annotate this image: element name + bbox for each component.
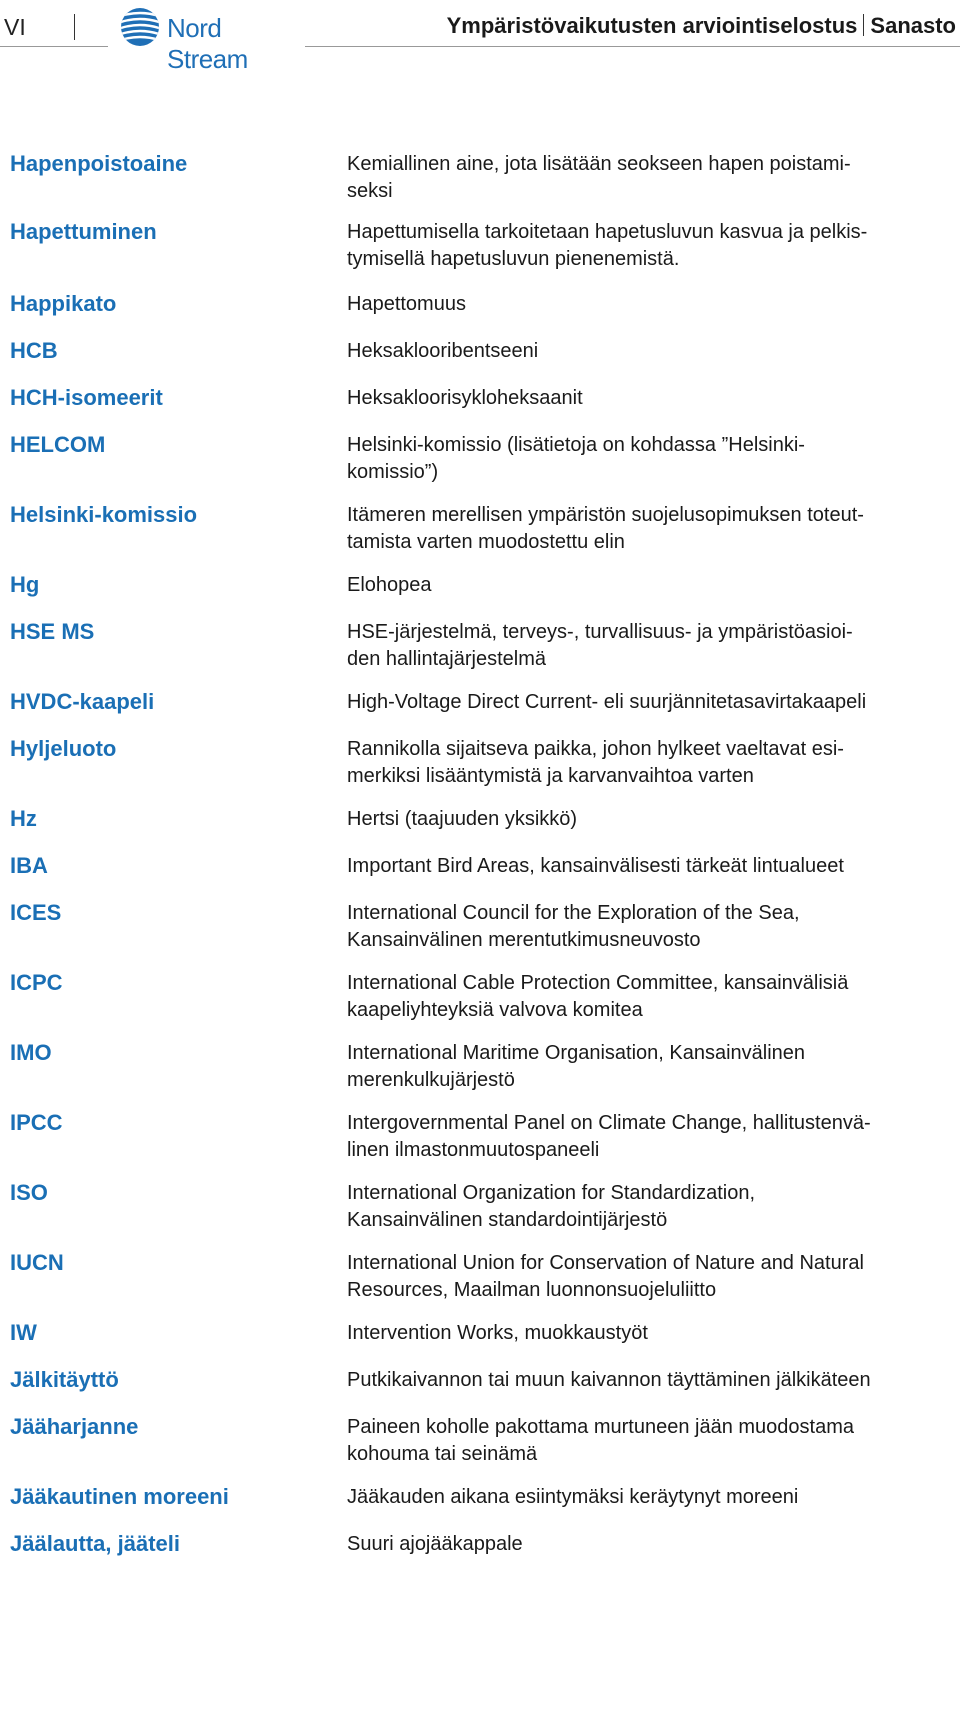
glossary-definition: [347, 1110, 953, 1164]
glossary-term: Hz: [10, 806, 37, 831]
definition-line: HSE-järjestelmä, terveys-, turvallisuus- ja ympäristöasioi-: [347, 621, 853, 643]
definition-line: Important Bird Areas, kansainvälisesti tärkeät lintualueet: [347, 855, 844, 877]
document-title: [447, 13, 956, 39]
glossary-term: Jääkautinen moreeni: [10, 1484, 229, 1509]
glossary-definition: [347, 806, 953, 833]
glossary-definition: [347, 1040, 953, 1094]
header-separator: [74, 14, 75, 40]
glossary-term: Jälkitäyttö: [10, 1367, 119, 1392]
definition-line: kohouma tai seinämä: [347, 1443, 538, 1465]
title-separator: [863, 14, 864, 36]
glossary-definition: [347, 572, 953, 599]
definition-line: Elohopea: [347, 574, 432, 596]
definition-line: Kansainvälinen merentutkimusneuvosto: [347, 929, 701, 951]
definition-line: tymisellä hapetusluvun pienenemistä.: [347, 248, 680, 270]
glossary-term: Hg: [10, 572, 40, 597]
page-number: VI: [4, 14, 26, 40]
definition-line: Intervention Works, muokkaustyöt: [347, 1322, 648, 1344]
glossary-definition: [347, 853, 953, 880]
glossary-term: Jääharjanne: [10, 1414, 139, 1439]
logo-text: Nord Stream: [167, 13, 248, 74]
glossary-definition: [347, 1414, 953, 1468]
glossary-term: HVDC-kaapeli: [10, 689, 155, 714]
glossary-term: Hapettuminen: [10, 219, 157, 244]
glossary-term: HSE MS: [10, 619, 95, 644]
glossary-term: HCH-isomeerit: [10, 385, 163, 410]
glossary-definition: [347, 219, 953, 273]
definition-line: International Council for the Exploration of the Sea,: [347, 902, 800, 924]
glossary-term: IMO: [10, 1040, 52, 1065]
glossary-term: Happikato: [10, 291, 117, 316]
glossary-term: ICPC: [10, 970, 63, 995]
glossary-term: ICES: [10, 900, 62, 925]
glossary-definition: [347, 338, 953, 365]
glossary-definition: [347, 432, 953, 486]
definition-line: tamista varten muodostettu elin: [347, 531, 625, 553]
glossary-term: IUCN: [10, 1250, 64, 1275]
glossary-definition: [347, 619, 953, 673]
definition-line: Suuri ajojääkappale: [347, 1533, 523, 1555]
definition-line: seksi: [347, 180, 393, 202]
definition-line: Kansainvälinen standardointijärjestö: [347, 1209, 668, 1231]
definition-line: Rannikolla sijaitseva paikka, johon hylkeet vaeltavat esi-: [347, 738, 844, 760]
glossary-term: IPCC: [10, 1110, 63, 1135]
glossary-definition: [347, 502, 953, 556]
glossary-term: IBA: [10, 853, 48, 878]
definition-line: Helsinki-komissio (lisätietoja on kohdassa ”Helsinki-: [347, 434, 805, 456]
glossary-definition: [347, 689, 953, 716]
definition-line: Resources, Maailman luonnonsuojeluliitto: [347, 1279, 717, 1301]
definition-line: Putkikaivannon tai muun kaivannon täyttäminen jälkikäteen: [347, 1369, 871, 1391]
definition-line: Kemiallinen aine, jota lisätään seokseen hapen poistami-: [347, 153, 851, 175]
definition-line: Hertsi (taajuuden yksikkö): [347, 808, 578, 830]
definition-line: merkiksi lisääntymistä ja karvanvaihtoa varten: [347, 765, 754, 787]
definition-line: merenkulkujärjestö: [347, 1069, 515, 1091]
definition-line: International Cable Protection Committee, kansainvälisiä: [347, 972, 849, 994]
glossary-definition: [347, 1180, 953, 1234]
document-title-text: Ympäristövaikutusten arviointiselostus: [446, 13, 858, 38]
definition-line: Intergovernmental Panel on Climate Change, hallitustenvä-: [347, 1112, 871, 1134]
glossary-term: HCB: [10, 338, 58, 363]
definition-line: International Organization for Standardization,: [347, 1182, 756, 1204]
definition-line: Heksakloorisykloheksaanit: [347, 387, 583, 409]
definition-line: Jääkauden aikana esiintymäksi keräytynyt moreeni: [347, 1486, 799, 1508]
glossary-definition: [347, 385, 953, 412]
header-rule-right: [305, 46, 960, 47]
definition-line: International Union for Conservation of Nature and Natural: [347, 1252, 864, 1274]
page-header: [0, 0, 960, 74]
glossary-term: HELCOM: [10, 432, 106, 457]
definition-line: Heksaklooribentseeni: [347, 340, 539, 362]
glossary-definition: [347, 1484, 953, 1511]
glossary-term: Helsinki-komissio: [10, 502, 198, 527]
definition-line: Hapettumisella tarkoitetaan hapetusluvun kasvua ja pelkis-: [347, 221, 868, 243]
definition-line: High-Voltage Direct Current- eli suurjännitetasavirtakaapeli: [347, 691, 867, 713]
definition-line: Hapettomuus: [347, 293, 466, 315]
globe-icon: [118, 5, 162, 49]
glossary-definition: [347, 151, 953, 205]
glossary-definition: [347, 970, 953, 1024]
definition-line: Paineen koholle pakottama murtuneen jään muodostama: [347, 1416, 854, 1438]
nord-stream-logo: [118, 5, 308, 74]
definition-line: Itämeren merellisen ympäristön suojelusopimuksen toteut-: [347, 504, 864, 526]
glossary-term: Hyljeluoto: [10, 736, 117, 761]
glossary-definition: [347, 736, 953, 790]
glossary-term: IW: [10, 1320, 37, 1345]
definition-line: International Maritime Organisation, Kansainvälinen: [347, 1042, 806, 1064]
glossary-definition: [347, 1367, 953, 1394]
definition-line: kaapeliyhteyksiä valvova komitea: [347, 999, 643, 1021]
glossary-definition: [347, 1531, 953, 1558]
glossary-term: Jäälautta, jääteli: [10, 1531, 180, 1556]
definition-line: den hallintajärjestelmä: [347, 648, 547, 670]
glossary-definition: [347, 1320, 953, 1347]
header-rule-left: [0, 46, 108, 47]
glossary-definition: [347, 1250, 953, 1304]
definition-line: komissio”): [347, 461, 439, 483]
glossary-term: ISO: [10, 1180, 48, 1205]
glossary-definition: [347, 291, 953, 318]
section-name: Sanasto: [870, 13, 956, 38]
glossary-definition: [347, 900, 953, 954]
definition-line: linen ilmastonmuutospaneeli: [347, 1139, 600, 1161]
glossary-term: Hapenpoistoaine: [10, 151, 188, 176]
